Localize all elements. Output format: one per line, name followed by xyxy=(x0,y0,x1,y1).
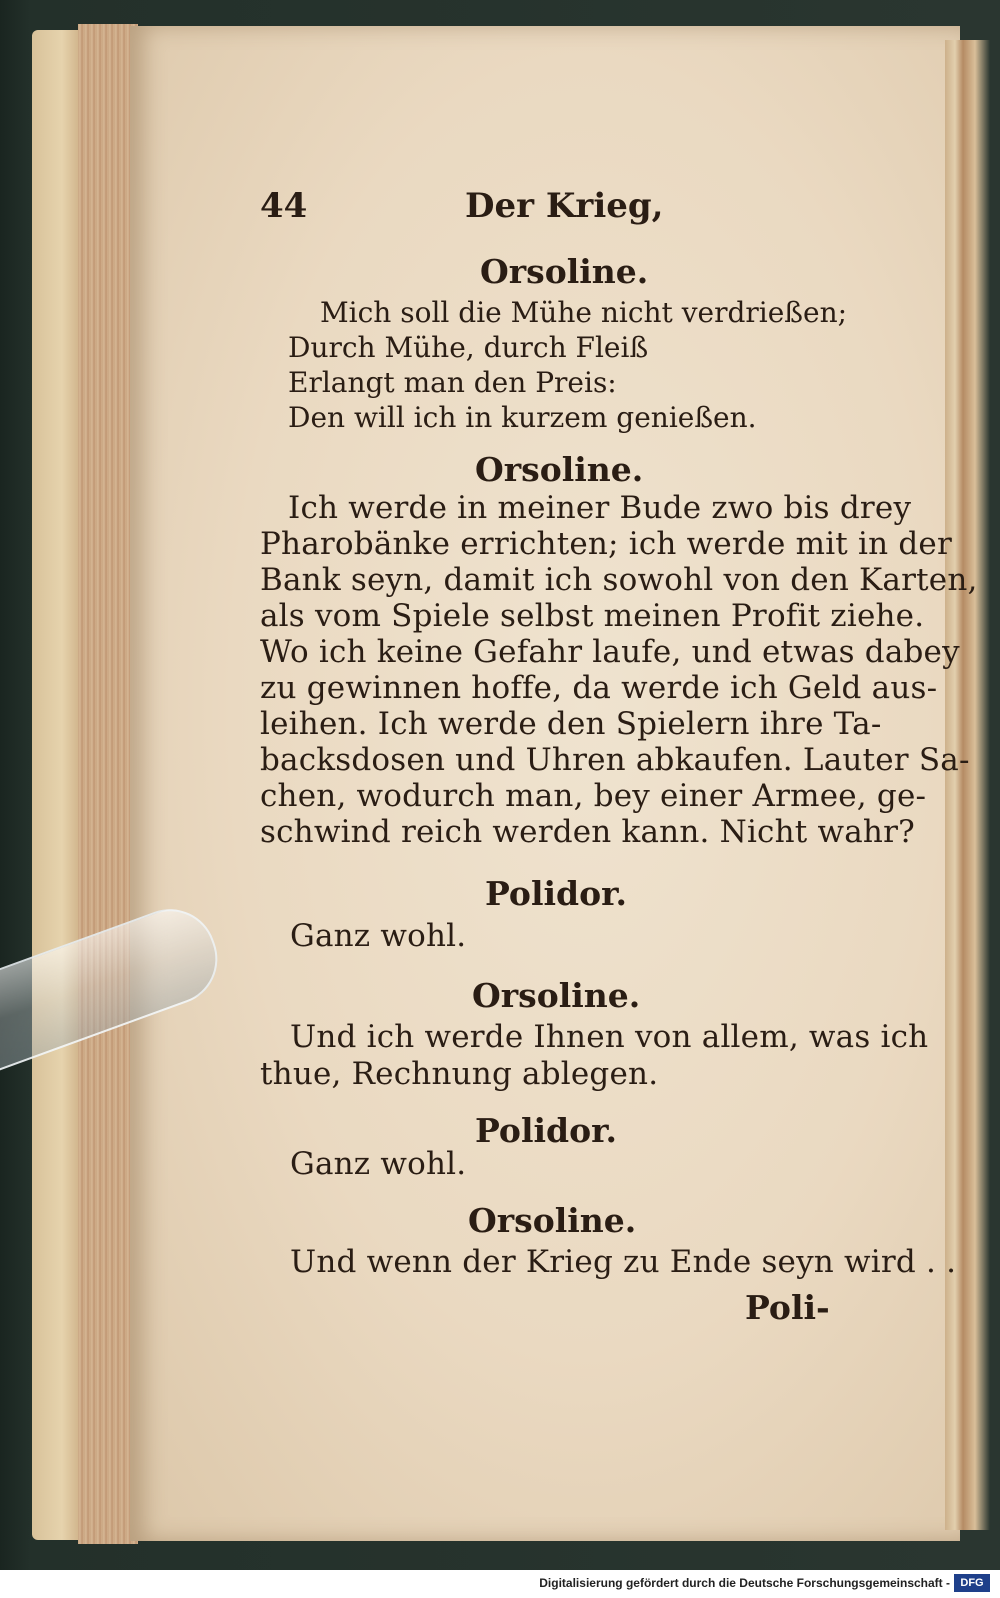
page-number: 44 xyxy=(260,186,308,226)
reply-line: Ganz wohl. xyxy=(290,918,467,954)
prose-line: Bank seyn, damit ich sowohl von den Karten, xyxy=(260,562,978,598)
dfg-logo: DFG xyxy=(954,1574,990,1592)
prose-line: Pharobänke errichten; ich werde mit in der xyxy=(260,526,952,562)
catchword: Poli- xyxy=(745,1288,830,1327)
verse-line: Mich soll die Mühe nicht verdrießen; xyxy=(320,296,848,329)
prose-line: zu gewinnen hoffe, da werde ich Geld aus- xyxy=(260,670,938,706)
prose-line: leihen. Ich werde den Spielern ihre Ta- xyxy=(260,706,882,742)
verse-line: Durch Mühe, durch Fleiß xyxy=(288,331,649,364)
prose-line: schwind reich werden kann. Nicht wahr? xyxy=(260,814,915,850)
speaker-name: Polidor. xyxy=(475,1111,617,1150)
footer-bar xyxy=(0,1570,1000,1598)
speaker-name: Orsoline. xyxy=(480,252,649,291)
reply-line: Ganz wohl. xyxy=(290,1146,467,1182)
speaker-name: Polidor. xyxy=(485,874,627,913)
prose-line: Ich werde in meiner Bude zwo bis drey xyxy=(288,490,912,526)
prose-line: backsdosen und Uhren abkaufen. Lauter Sa- xyxy=(260,742,970,778)
speaker-name: Orsoline. xyxy=(475,450,644,489)
speaker-name: Orsoline. xyxy=(472,976,641,1015)
prose-line: als vom Spiele selbst meinen Profit ziehe. xyxy=(260,598,925,634)
prose-line: Und ich werde Ihnen von allem, was ich xyxy=(290,1019,929,1055)
verse-line: Erlangt man den Preis: xyxy=(288,366,617,399)
speaker-name: Orsoline. xyxy=(468,1201,637,1240)
running-title: Der Krieg, xyxy=(465,186,664,226)
prose-line: Wo ich keine Gefahr laufe, und etwas dabey xyxy=(260,634,960,670)
page-stack-edges xyxy=(78,24,138,1544)
verse-line: Den will ich in kurzem genießen. xyxy=(288,401,757,434)
prose-line: Und wenn der Krieg zu Ende seyn wird . . xyxy=(290,1244,957,1280)
page-text xyxy=(130,26,978,1541)
prose-line: chen, wodurch man, bey einer Armee, ge- xyxy=(260,778,927,814)
prose-line: thue, Rechnung ablegen. xyxy=(260,1056,659,1092)
funding-credit: Digitalisierung gefördert durch die Deutsche Forschungsgemeinschaft - xyxy=(539,1576,950,1590)
